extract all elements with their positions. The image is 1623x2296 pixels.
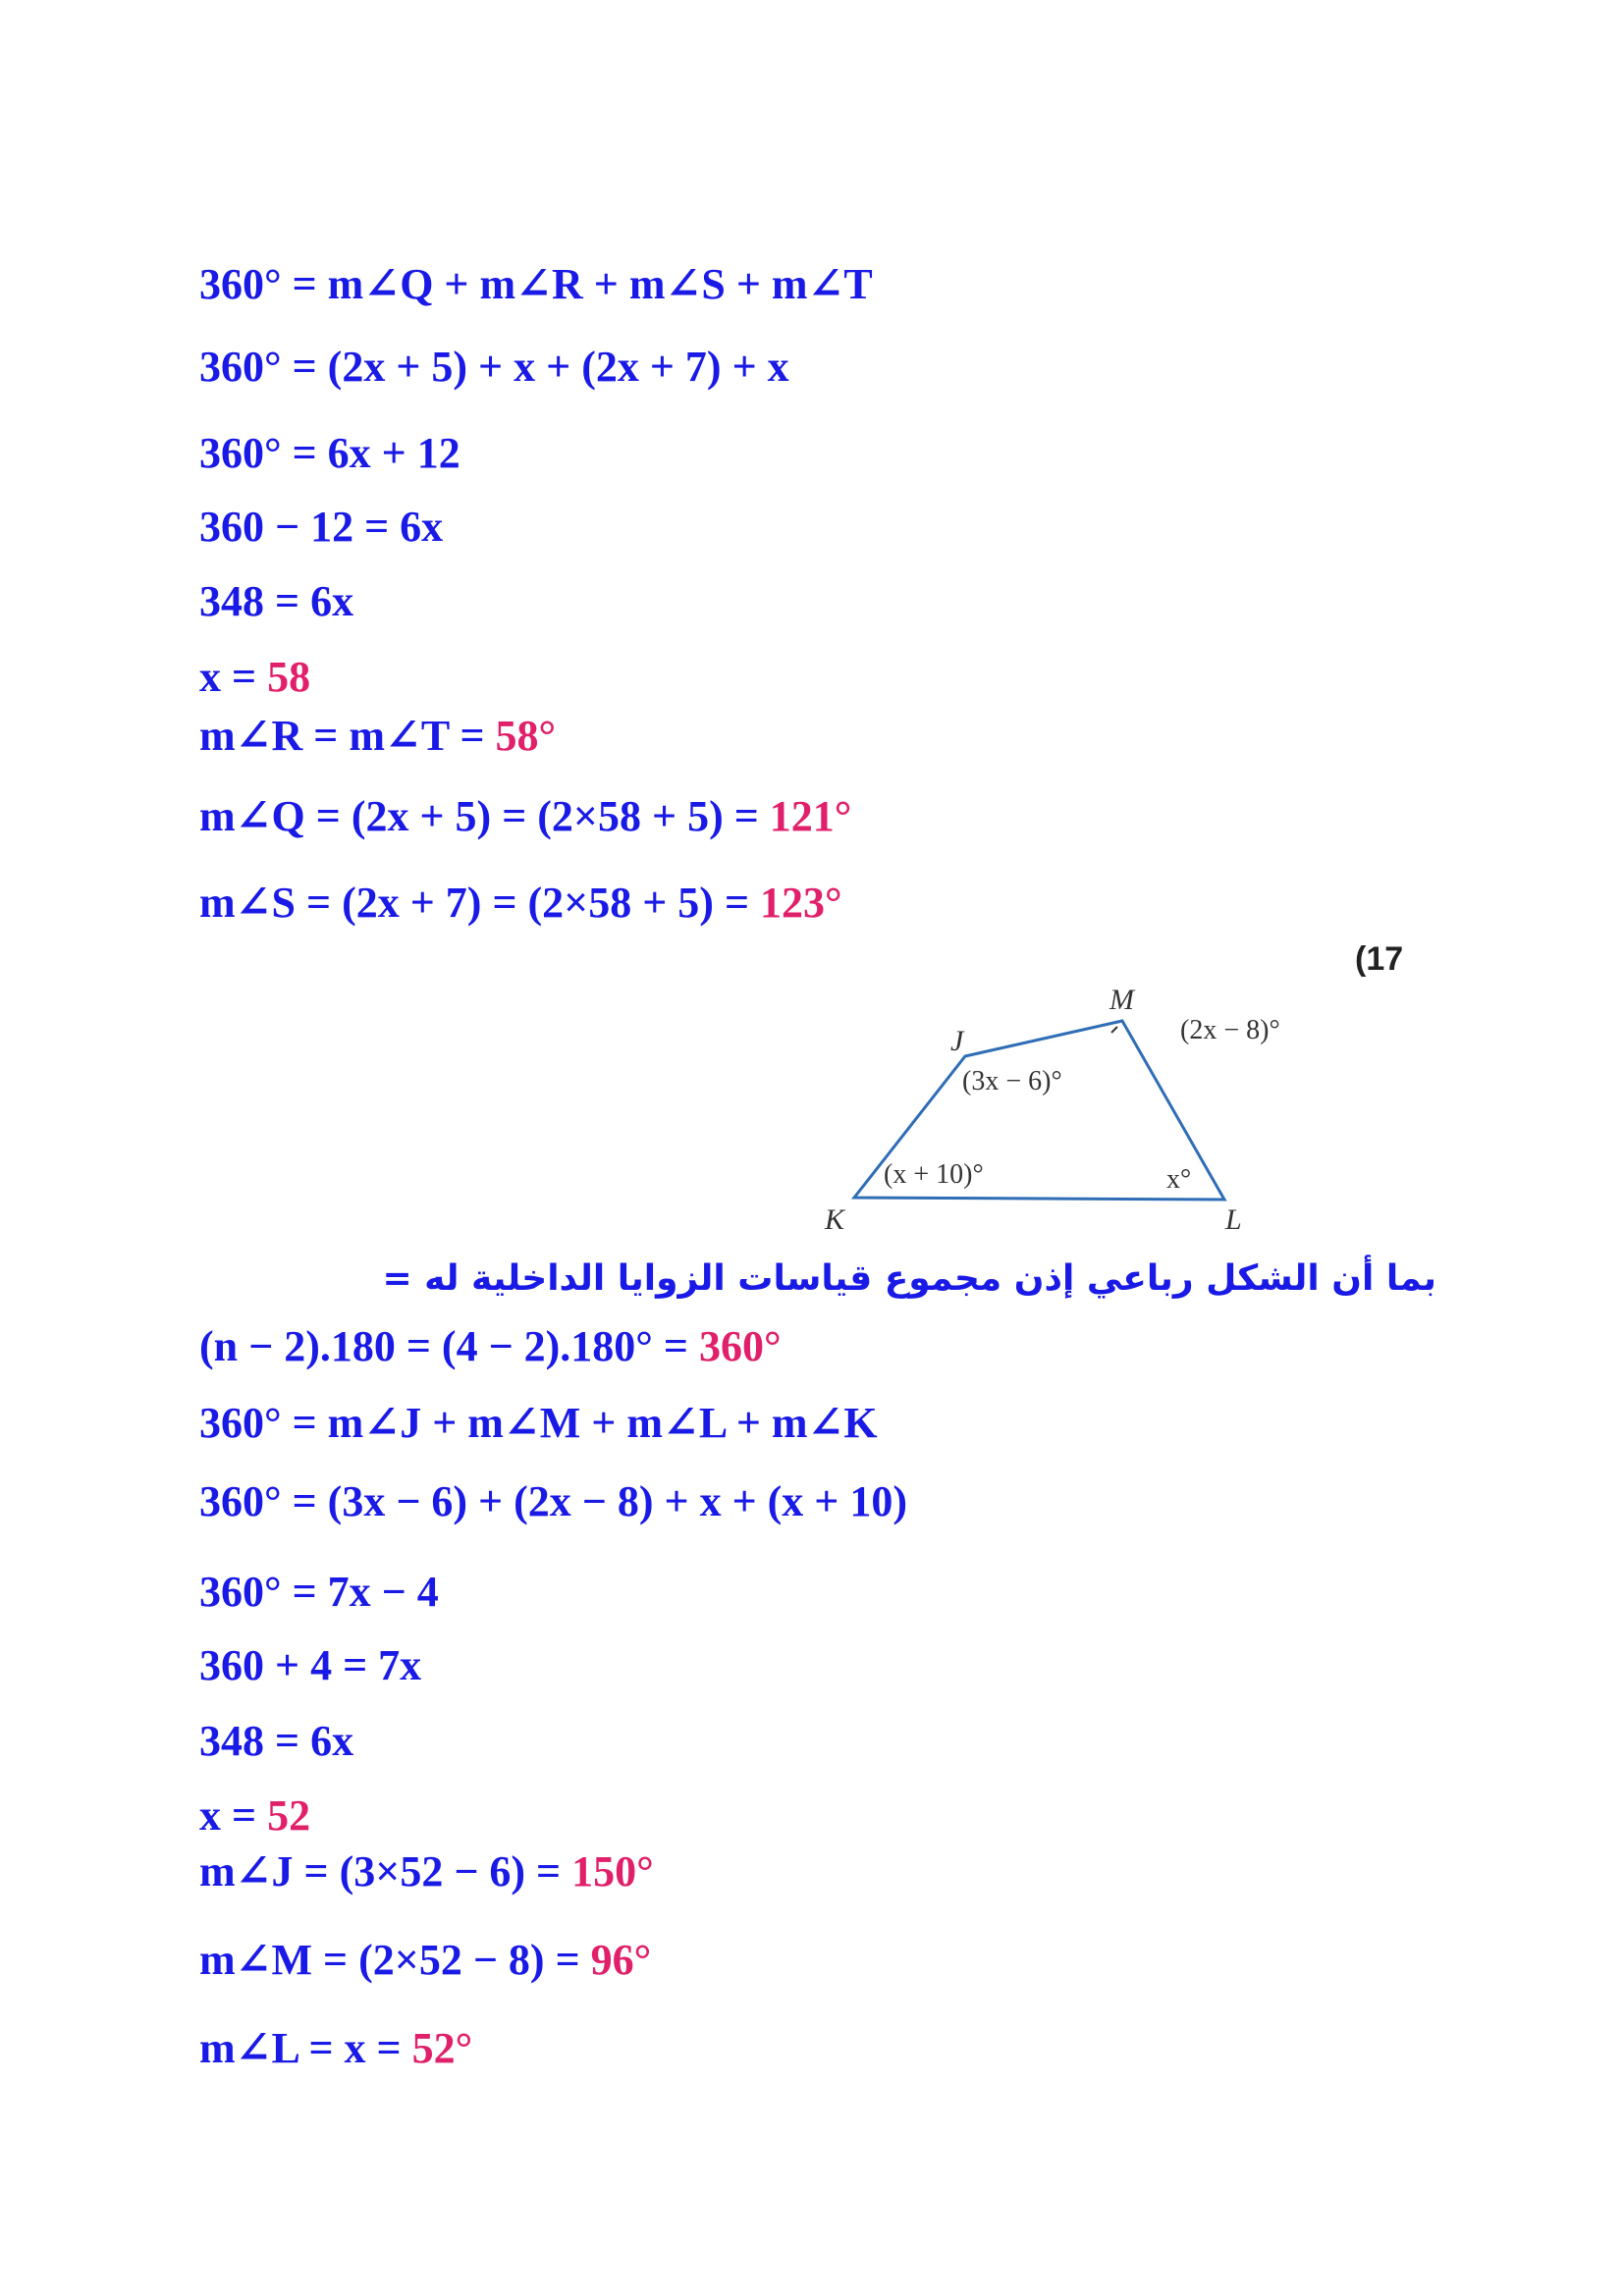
angle-label-k: (x + 10)° (884, 1159, 984, 1190)
p2-line-7: x = 52 (199, 1791, 311, 1840)
p1-line-5: 348 = 6x (199, 577, 354, 625)
p1-line-7: m∠R = m∠T = 58° (199, 712, 557, 760)
vertex-label-m: M (1109, 984, 1134, 1016)
arabic-statement: بما أن الشكل رباعي إذن مجموع قياسات الزوايا الداخلية له = (382, 1258, 1436, 1299)
p2-line-2: 360° = m∠J + m∠M + m∠L + m∠K (199, 1399, 878, 1447)
vertex-label-k: K (825, 1203, 845, 1236)
angle-label-j: (3x − 6)° (962, 1066, 1062, 1096)
p2-line-8: m∠J = (3×52 − 6) = 150° (199, 1847, 654, 1896)
p2-line-4: 360° = 7x − 4 (199, 1568, 439, 1616)
p2-line-3: 360° = (3x − 6) + (2x − 8) + x + (x + 10) (199, 1477, 908, 1525)
angle-label-m: (2x − 8)° (1180, 1015, 1280, 1045)
angle-label-l: x° (1166, 1164, 1192, 1195)
problem-number: (17 (1355, 940, 1404, 978)
p1-line-9: m∠S = (2x + 7) = (2×58 + 5) = 123° (199, 879, 842, 927)
p1-line-2: 360° = (2x + 5) + x + (2x + 7) + x (199, 343, 789, 391)
p2-line-6: 348 = 6x (199, 1717, 354, 1765)
p1-line-4: 360 − 12 = 6x (199, 503, 444, 551)
angle-mark-m (1111, 1027, 1117, 1033)
vertex-label-j: J (950, 1025, 964, 1057)
p2-line-5: 360 + 4 = 7x (199, 1641, 422, 1689)
p1-line-8: m∠Q = (2x + 5) = (2×58 + 5) = 121° (199, 792, 852, 840)
p1-line-1: 360° = m∠Q + m∠R + m∠S + m∠T (199, 260, 873, 308)
p2-line-9: m∠M = (2×52 − 8) = 96° (199, 1936, 652, 1984)
p1-line-6: x = 58 (199, 653, 311, 701)
p1-line-3: 360° = 6x + 12 (199, 429, 460, 477)
quadrilateral-figure (805, 962, 1335, 1247)
vertex-label-l: L (1225, 1203, 1242, 1236)
p2-line-10: m∠L = x = 52° (199, 2024, 473, 2072)
p2-line-1: (n − 2).180 = (4 − 2).180° = 360° (199, 1322, 782, 1370)
